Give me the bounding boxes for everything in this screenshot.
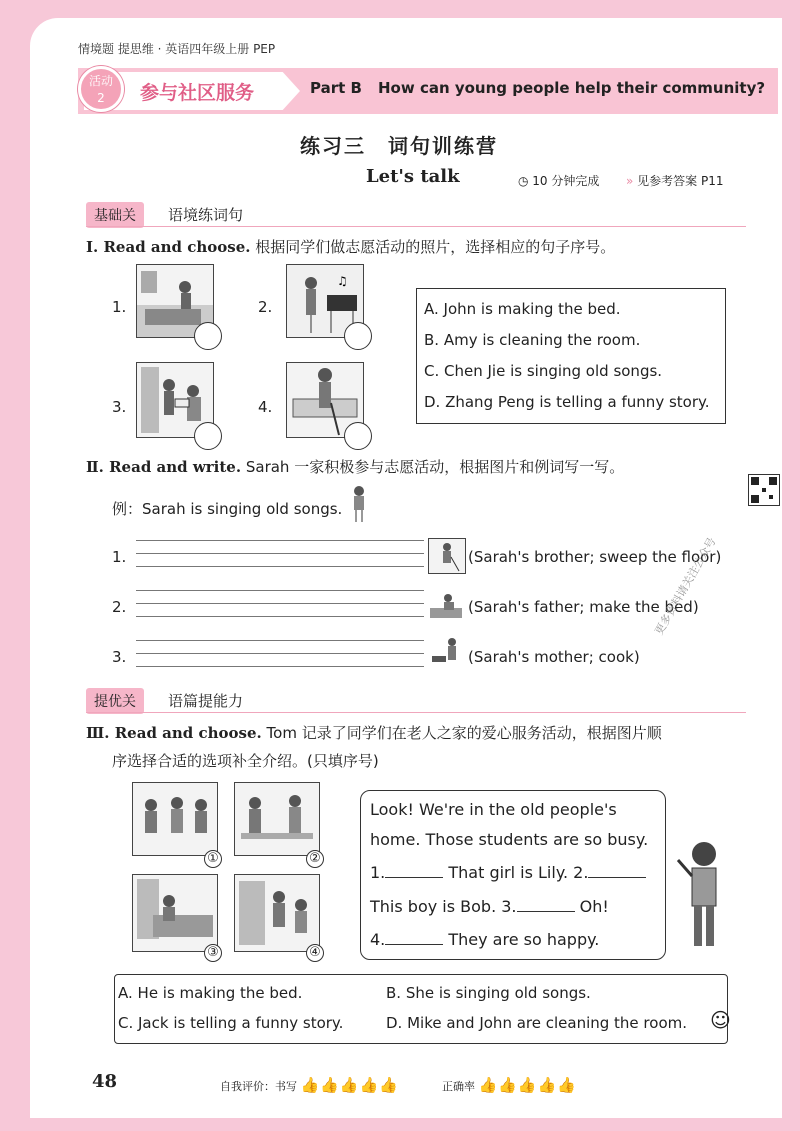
- bubble-line-2: home. Those students are so busy.: [370, 830, 649, 849]
- q2-hint-1: (Sarah's brother; sweep the floor): [468, 548, 722, 566]
- q1-item-number: 4.: [258, 398, 273, 416]
- scene-singing: [234, 782, 320, 856]
- write-line[interactable]: [136, 566, 424, 567]
- banner-part: Part B: [310, 79, 362, 97]
- answer-blank-4[interactable]: [385, 930, 443, 945]
- q2-heading: [86, 456, 624, 477]
- thumb-icon[interactable]: 👍: [339, 1076, 359, 1094]
- q2-example: 例：Sarah is singing old songs.: [112, 500, 343, 518]
- thumb-icon[interactable]: 👍: [498, 1076, 517, 1094]
- series-title: 情境题 提思维 · 英语四年级上册 PEP: [78, 42, 276, 56]
- write-line[interactable]: [136, 540, 424, 541]
- bubble-line-4: [370, 897, 609, 916]
- write-line[interactable]: [136, 590, 424, 591]
- bubble-text: Oh!: [579, 897, 609, 916]
- badge-label: 活动: [88, 74, 113, 88]
- answer-blank-2[interactable]: [588, 863, 646, 878]
- q1-heading: [86, 236, 615, 257]
- q3-option-a: A. He is making the bed.: [118, 984, 303, 1002]
- write-line[interactable]: [136, 553, 424, 554]
- self-eval-label: 自我评价：书写: [220, 1080, 297, 1093]
- q2-item-number: 2.: [112, 598, 127, 616]
- girl-singing-icon: [348, 484, 370, 528]
- bubble-line-1: Look! We're in the old people's: [370, 800, 617, 819]
- q1-item-number: 2.: [258, 298, 273, 316]
- q2-heading-en: Ⅱ. Read and write.: [86, 458, 242, 476]
- answer-blank-1[interactable]: [385, 863, 443, 878]
- badge-number: 2: [97, 91, 105, 105]
- accuracy-label: 正确率: [442, 1080, 475, 1093]
- scene-number-4: ④: [306, 944, 324, 962]
- section-label-advanced: 语篇提能力: [168, 692, 244, 710]
- write-line[interactable]: [136, 666, 424, 667]
- q1-option-c: C. Chen Jie is singing old songs.: [424, 362, 663, 380]
- q3-option-c: C. Jack is telling a funny story.: [118, 1014, 344, 1032]
- thumb-icon[interactable]: 👍: [537, 1076, 557, 1094]
- q2-hint-2: (Sarah's father; make the bed): [468, 598, 699, 616]
- answer-circle-4[interactable]: [344, 422, 372, 450]
- scene-cleaning-room: [234, 874, 320, 952]
- q1-heading-en: Ⅰ. Read and choose.: [86, 238, 251, 256]
- q1-heading-cn: 根据同学们做志愿活动的照片，选择相应的句子序号。: [255, 238, 616, 256]
- thumb-icon[interactable]: 👍: [320, 1076, 339, 1094]
- thumb-icon[interactable]: 👍: [557, 1076, 576, 1094]
- q3-heading-cn-2: 序选择合适的选项补全介绍。(只填序号): [112, 752, 379, 770]
- q1-item-number: 3.: [112, 398, 127, 416]
- answer-circle-3[interactable]: [194, 422, 222, 450]
- banner-title: 参与社区服务: [140, 82, 255, 104]
- scene-number-2: ②: [306, 850, 324, 868]
- bubble-text: This boy is Bob. 3.: [370, 897, 517, 916]
- answer-circle-2[interactable]: [344, 322, 372, 350]
- svg-text:♫: ♫: [337, 274, 348, 288]
- clock-icon: ◷: [518, 174, 533, 188]
- exercise-title: 练习三 词句训练营: [300, 134, 498, 158]
- self-evaluation: [220, 1076, 399, 1094]
- accuracy-rating: [442, 1076, 577, 1094]
- answer-text: 见参考答案 P11: [637, 174, 724, 188]
- page-number: 48: [92, 1071, 118, 1092]
- scene-telling-story: [132, 782, 218, 856]
- activity-badge: [78, 66, 124, 112]
- thumb-icon[interactable]: 👍: [379, 1076, 398, 1094]
- time-note: [518, 172, 599, 189]
- exercise-subtitle: Let's talk: [366, 166, 460, 187]
- thumb-icon[interactable]: 👍: [478, 1076, 498, 1094]
- write-line[interactable]: [136, 603, 424, 604]
- scene-number-3: ③: [204, 944, 222, 962]
- bubble-line-5: [370, 930, 599, 949]
- write-line[interactable]: [136, 616, 424, 617]
- q3-option-d: D. Mike and John are cleaning the room.: [386, 1014, 688, 1032]
- answer-note: [626, 172, 723, 189]
- q2-item-number: 3.: [112, 648, 127, 666]
- section-label-basic: 语境练词句: [168, 206, 244, 224]
- double-chevron-icon: »: [626, 174, 638, 188]
- answer-circle-1[interactable]: [194, 322, 222, 350]
- q2-hint-3: (Sarah's mother; cook): [468, 648, 640, 666]
- write-line[interactable]: [136, 653, 424, 654]
- section-divider: [86, 226, 746, 227]
- thumb-icon[interactable]: 👍: [517, 1076, 537, 1094]
- thumb-icon[interactable]: 👍: [300, 1076, 320, 1094]
- q1-item-number: 1.: [112, 298, 127, 316]
- q1-option-b: B. Amy is cleaning the room.: [424, 331, 641, 349]
- scene-making-bed: [132, 874, 218, 952]
- q3-heading-cn-1: Tom 记录了同学们在老人之家的爱心服务活动，根据图片顺: [266, 724, 662, 742]
- section-tag-advanced: 提优关: [86, 688, 144, 714]
- qr-code[interactable]: [748, 474, 780, 506]
- ghost-mascot-icon: ☺: [710, 1008, 731, 1032]
- section-divider: [86, 712, 746, 713]
- blank-label: 4.: [370, 930, 386, 949]
- workbook-page: [30, 18, 782, 1118]
- sweeping-floor-picture: [428, 538, 466, 574]
- section-tag-basic: 基础关: [86, 202, 144, 228]
- blank-label: 1.: [370, 863, 386, 882]
- bubble-text: That girl is Lily. 2.: [448, 863, 589, 882]
- making-bed-picture: [428, 590, 464, 620]
- q2-item-number: 1.: [112, 548, 127, 566]
- banner-question: How can young people help their community?: [378, 79, 766, 97]
- q3-heading: [86, 722, 662, 743]
- q3-option-b: B. She is singing old songs.: [386, 984, 591, 1002]
- thumb-icon[interactable]: 👍: [359, 1076, 379, 1094]
- q1-option-d: D. Zhang Peng is telling a funny story.: [424, 393, 710, 411]
- bubble-text: They are so happy.: [448, 930, 600, 949]
- scene-number-1: ①: [204, 850, 222, 868]
- q1-option-a: A. John is making the bed.: [424, 300, 621, 318]
- time-text: 10 分钟完成: [532, 174, 600, 188]
- answer-blank-3[interactable]: [517, 897, 575, 912]
- q2-heading-cn: Sarah 一家积极参与志愿活动，根据图片和例词写一写。: [245, 458, 625, 476]
- watermark: 更多资料请关注公众号: [652, 535, 719, 638]
- cooking-picture: [428, 634, 464, 670]
- tom-figure: [674, 836, 730, 960]
- write-line[interactable]: [136, 640, 424, 641]
- bubble-line-3: [370, 863, 646, 882]
- q3-heading-en: Ⅲ. Read and choose.: [86, 724, 262, 742]
